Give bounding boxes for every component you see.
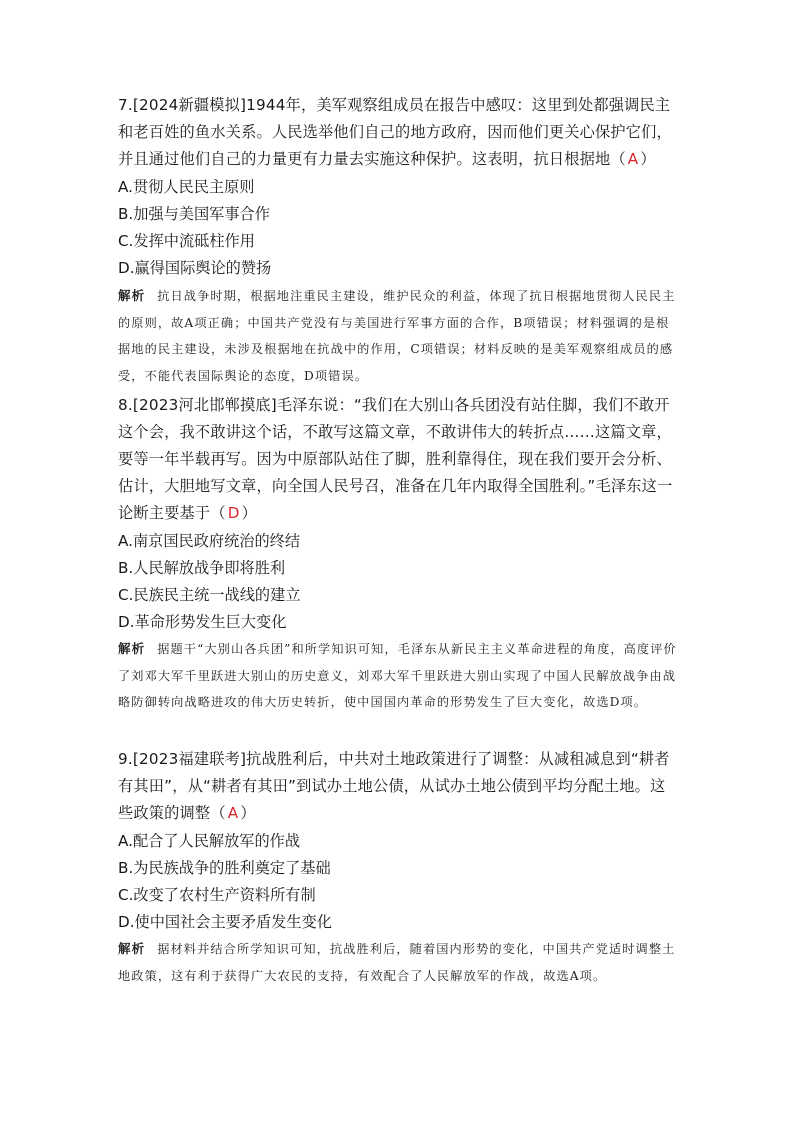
question-7-explanation-text: 抗日战争时期，根据地注重民主建设，维护民众的利益，体现了抗日根据地贯彻人民民主的原则，故A项正确；中国共产党没有与美国进行军事方面的合作，B项错误；材料强调的是根据地的民主建设，未涉及根据地在抗战中的作用，C项错误；材料反映的是美军观察组成员的感受，不能代表国际舆论的态度，D项错误。 [118,289,676,383]
question-8-text: 8.[2023河北邯郸摸底]毛泽东说：“我们在大别山各兵团没有站住脚，我们不敢开这个会，我不敢讲这个话，不敢写这篇文章，不敢讲伟大的转折点……这篇文章，要等一年半载再写。因为中原部队站住了脚，胜利靠得住，现在我们要开会分析、估计，大胆地写文章，向全国人民号召，准备在几年内取得全国胜利。”毛泽东这一论断主要基于（ [118,396,673,522]
question-9-option-c: C.改变了农村生产资料所有制 [118,886,316,904]
question-9-option-d: D.使中国社会主要矛盾发生变化 [118,913,332,931]
explanation-label: 解析 [118,288,146,303]
question-9-explanation [118,936,678,989]
question-9-option-b: B.为民族战争的胜利奠定了基础 [118,859,331,877]
question-8-close: ） [241,504,258,522]
question-9-text: 9.[2023福建联考]抗战胜利后，中共对土地政策进行了调整：从减租减息到“耕者有其田”，从“耕者有其田”到试办土地公债，从试办土地公债到平均分配土地。这些政策的调整（ [118,750,670,822]
question-7-option-b: B.加强与美国军事合作 [118,205,270,223]
question-8-option-a: A.南京国民政府统治的终结 [118,532,301,550]
question-9-option-a: A.配合了人民解放军的作战 [118,832,301,850]
question-8-answer: D [227,504,240,522]
explanation-label: 解析 [118,941,146,956]
question-7-text: 7.[2024新疆模拟]1944年，美军观察组成员在报告中感叹：这里到处都强调民主和老百姓的鱼水关系。人民选举他们自己的地方政府，因而他们更关心保护它们，并且通过他们自己的力量更有力量去实施这种保护。这表明，抗日根据地（ [118,96,672,168]
question-7-option-d: D.赢得国际舆论的赞扬 [118,259,272,277]
question-9-stem [118,746,678,827]
question-7-answer: A [627,150,639,168]
question-7-stem [118,92,678,173]
question-8-option-d: D.革命形势发生巨大变化 [118,613,287,631]
question-7-option-a: A.贯彻人民民主原则 [118,178,255,196]
question-7-explanation [118,283,678,389]
question-8-stem [118,392,678,527]
question-9-close: ） [240,804,256,822]
question-9-explanation-text: 据材料并结合所学知识可知，抗战胜利后，随着国内形势的变化，中国共产党适时调整土地政策，这有利于获得广大农民的支持，有效配合了人民解放军的作战，故选A项。 [118,942,676,983]
question-8-explanation [118,636,678,716]
explanation-label: 解析 [118,641,146,656]
question-7-option-c: C.发挥中流砥柱作用 [118,232,255,250]
question-8-option-c: C.民族民主统一战线的建立 [118,586,301,604]
question-7-close: ） [640,150,656,168]
question-8-option-b: B.人民解放战争即将胜利 [118,559,286,577]
question-8-explanation-text: 据题干“大别山各兵团”和所学知识可知，毛泽东从新民主主义革命进程的角度，高度评价了刘邓大军千里跃进大别山的历史意义，刘邓大军千里跃进大别山实现了中国人民解放战争由战略防御转向战略进攻的伟大历史转折，使中国国内革命的形势发生了巨大变化，故选D项。 [118,642,677,709]
question-9-answer: A [227,804,239,822]
